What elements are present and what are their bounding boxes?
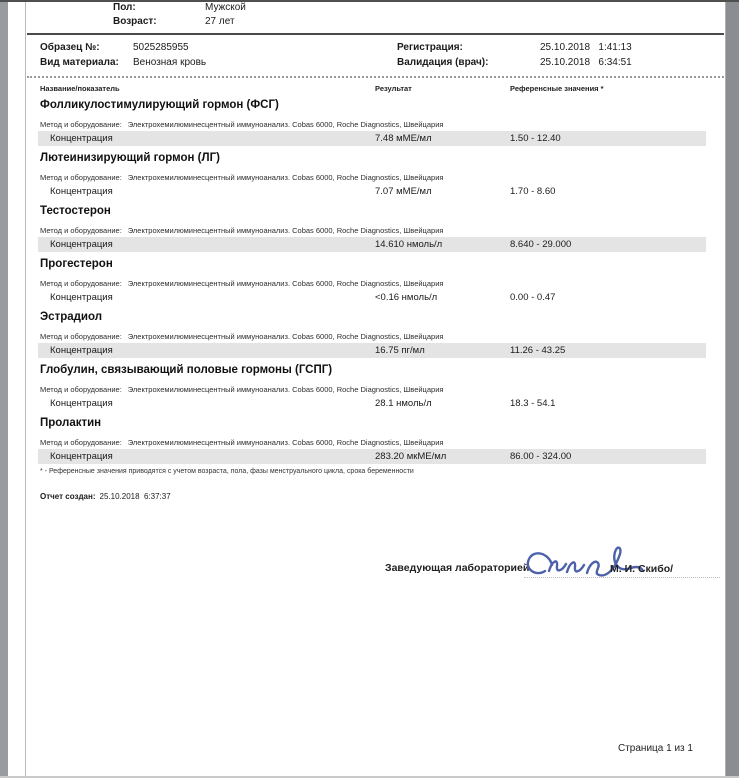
method-value: Электрохемилюминесцентный иммуноанализ. Cobas 6000, Roche Diagnostics, Швейцария: [127, 385, 444, 394]
patient-age-row: [27, 16, 726, 30]
method-label: Метод и оборудование:: [40, 332, 122, 341]
result-value: 7.07 мМЕ/мл: [375, 186, 432, 197]
test-block-shbg: [27, 361, 726, 414]
viewer-left-margin: [0, 2, 8, 778]
param-name: Концентрация: [50, 398, 113, 409]
age-value: 27 лет: [205, 16, 235, 27]
test-method-line: [40, 279, 443, 288]
param-name: Концентрация: [50, 133, 113, 144]
validation-label: Валидация (врач):: [397, 56, 489, 68]
registration-value: 25.10.2018 1:41:13: [540, 42, 632, 53]
test-method-line: [40, 438, 443, 447]
param-name: Концентрация: [50, 292, 113, 303]
test-method-line: [40, 173, 443, 182]
param-name: Концентрация: [50, 345, 113, 356]
material-label: Вид материала:: [40, 56, 119, 68]
test-block-progesterone: [27, 255, 726, 308]
result-value: 14.610 нмоль/л: [375, 239, 443, 250]
reference-range: 0.00 - 0.47: [510, 292, 556, 303]
param-name: Концентрация: [50, 186, 113, 197]
page-left-border: [25, 2, 26, 778]
table-row: [38, 184, 706, 199]
result-value: 283.20 мкМЕ/мл: [375, 451, 447, 462]
patient-sex-row: [27, 2, 726, 16]
table-row: [38, 237, 706, 252]
report-created-label: Отчет создан:: [40, 492, 96, 501]
test-method-line: [40, 120, 443, 129]
test-title: Тестостерон: [40, 205, 111, 217]
sample-number-label: Образец №:: [40, 42, 100, 53]
age-label: Возраст:: [113, 16, 157, 27]
sample-row-1: [27, 42, 726, 57]
patient-info: [27, 2, 726, 30]
reference-range: 86.00 - 324.00: [510, 451, 572, 462]
method-value: Электрохемилюминесцентный иммуноанализ. Cobas 6000, Roche Diagnostics, Швейцария: [127, 120, 444, 129]
dotted-divider: [27, 76, 724, 78]
result-value: 16.75 пг/мл: [375, 345, 425, 356]
result-value: <0.16 нмоль/л: [375, 292, 438, 303]
report-created-line: [40, 492, 171, 501]
test-method-line: [40, 385, 443, 394]
test-title: Пролактин: [40, 417, 102, 429]
method-value: Электрохемилюминесцентный иммуноанализ. Cobas 6000, Roche Diagnostics, Швейцария: [127, 173, 444, 182]
sex-value: Мужской: [205, 2, 246, 13]
test-results-list: [27, 96, 726, 467]
table-row: [38, 290, 706, 305]
param-name: Концентрация: [50, 451, 113, 462]
table-row: [38, 343, 706, 358]
table-row: [38, 396, 706, 411]
column-header-name: Название/показатель: [40, 84, 120, 93]
sex-label: Пол:: [113, 2, 136, 13]
lab-report-page: [27, 0, 726, 778]
reference-range: 1.70 - 8.60: [510, 186, 556, 197]
report-created-value: 25.10.2018 6:37:37: [99, 492, 171, 501]
test-method-line: [40, 332, 443, 341]
param-name: Концентрация: [50, 239, 113, 250]
test-block-testosterone: [27, 202, 726, 255]
reference-range: 1.50 - 12.40: [510, 133, 561, 144]
page-number: Страница 1 из 1: [618, 743, 693, 754]
column-header-result: Результат: [375, 84, 412, 93]
method-label: Метод и оборудование:: [40, 279, 122, 288]
test-block-lh: [27, 149, 726, 202]
method-value: Электрохемилюминесцентный иммуноанализ. Cobas 6000, Roche Diagnostics, Швейцария: [127, 226, 444, 235]
test-method-line: [40, 226, 443, 235]
material-value: Венозная кровь: [133, 56, 207, 68]
sample-number-value: 5025285955: [133, 42, 189, 53]
method-label: Метод и оборудование:: [40, 173, 122, 182]
signature-area: [27, 540, 726, 590]
test-title: Прогестерон: [40, 258, 113, 270]
result-value: 28.1 нмоль/л: [375, 398, 432, 409]
sample-row-2: [27, 57, 726, 72]
table-row: [38, 449, 706, 464]
method-label: Метод и оборудование:: [40, 438, 122, 447]
signatory-role: Заведующая лабораторией: [385, 562, 530, 574]
header-divider: [27, 33, 724, 35]
test-block-prolactin: [27, 414, 726, 467]
test-title: Глобулин, связывающий половые гормоны (ГСПГ): [40, 364, 333, 376]
table-row: [38, 131, 706, 146]
validation-value: 25.10.2018 6:34:51: [540, 56, 632, 68]
registration-label: Регистрация:: [397, 42, 463, 53]
reference-range: 8.640 - 29.000: [510, 239, 572, 250]
method-value: Электрохемилюминесцентный иммуноанализ. Cobas 6000, Roche Diagnostics, Швейцария: [127, 438, 444, 447]
method-label: Метод и оборудование:: [40, 120, 122, 129]
reference-footnote: * - Референсные значения приводятся с учетом возраста, пола, фазы менструального цикла, срока беременности: [40, 468, 414, 475]
viewer-right-edge: [725, 2, 739, 778]
column-header-reference: Референсные значения *: [510, 84, 604, 93]
test-title: Фолликулостимулирующий гормон (ФСГ): [40, 99, 279, 111]
test-title: Лютеинизирующий гормон (ЛГ): [40, 152, 220, 164]
signatory-name: М. И. Скибо/: [610, 563, 674, 575]
method-value: Электрохемилюминесцентный иммуноанализ. Cobas 6000, Roche Diagnostics, Швейцария: [127, 279, 444, 288]
test-title: Эстрадиол: [40, 311, 103, 323]
sample-info: [27, 42, 726, 71]
reference-range: 18.3 - 54.1: [510, 398, 556, 409]
test-block-fsh: [27, 96, 726, 149]
test-block-estradiol: [27, 308, 726, 361]
result-value: 7.48 мМЕ/мл: [375, 133, 432, 144]
reference-range: 11.26 - 43.25: [510, 345, 566, 356]
method-value: Электрохемилюминесцентный иммуноанализ. Cobas 6000, Roche Diagnostics, Швейцария: [127, 332, 444, 341]
method-label: Метод и оборудование:: [40, 385, 122, 394]
method-label: Метод и оборудование:: [40, 226, 122, 235]
